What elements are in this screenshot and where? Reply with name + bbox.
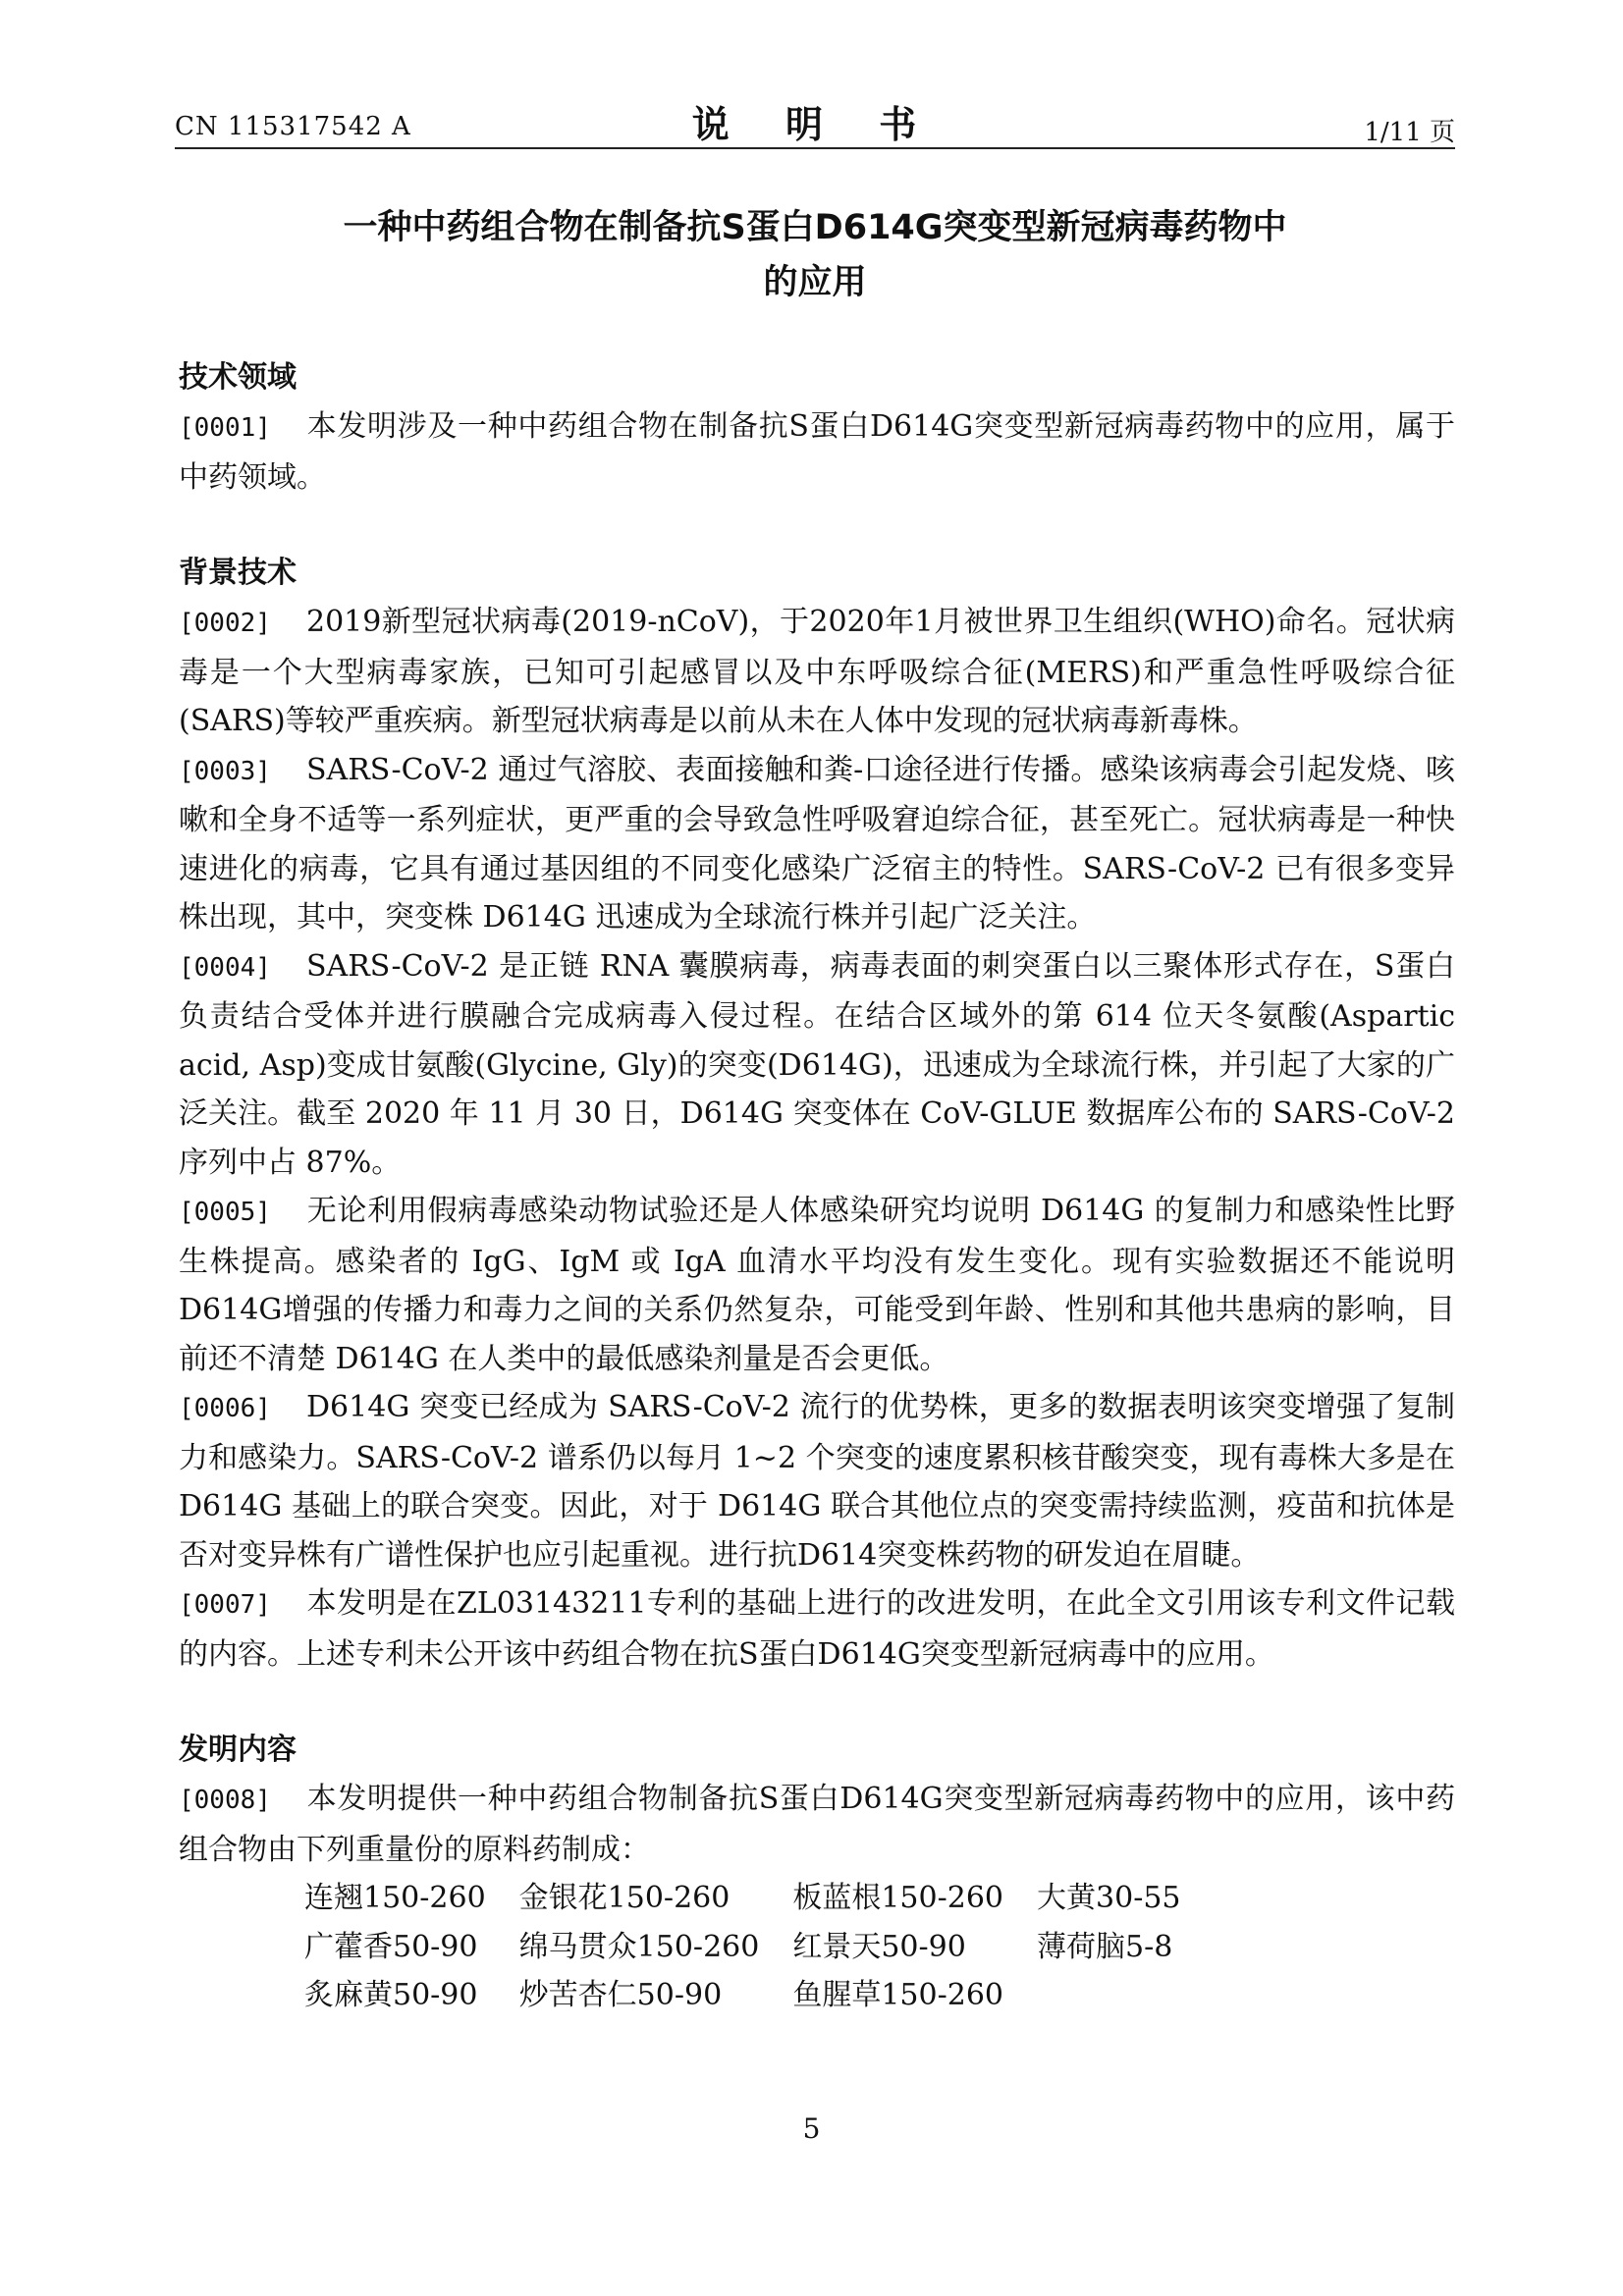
- ingredient-row: [304, 1971, 1215, 2020]
- paragraph-0008: [179, 1775, 1455, 1874]
- ingredient-row: [304, 1874, 1215, 1923]
- paragraph-0005: [179, 1187, 1455, 1383]
- paragraph-number: [0008]: [179, 1786, 271, 1815]
- paragraph-0001: [179, 402, 1455, 502]
- header-divider: [175, 147, 1455, 149]
- document-type: 说 明 书: [691, 103, 939, 146]
- title-line-2: 的应用: [763, 263, 867, 302]
- ingredient-cell: 炙麻黄50-90: [304, 1978, 478, 2012]
- paragraph-text: D614G 突变已经成为 SARS-CoV-2 流行的优势株，更多的数据表明该突变增强了复制力和感染力。SARS-CoV-2 谱系仍以每月 1~2 个突变的速度累积核苷酸突变，现有毒株大多是在D614G 基础上的联合突变。因此，对于 D614G 联合其他位点的突变需持续监测，疫苗和抗体是否对变异株有广谱性保护也应引起重视。进行抗D614突变株药物的研发迫在眉睫。: [179, 1390, 1455, 1573]
- patent-number: CN 115317542 A: [175, 112, 411, 141]
- ingredient-cell: 绵马贯众150-260: [518, 1929, 760, 1964]
- ingredient-table: [304, 1874, 1215, 2020]
- paragraph-0004: [179, 942, 1455, 1188]
- page-header: [175, 94, 1455, 153]
- paragraph-number: [0006]: [179, 1394, 271, 1423]
- paragraph-number: [0003]: [179, 756, 271, 786]
- paragraph-number: [0001]: [179, 413, 271, 443]
- paragraph-text: SARS-CoV-2 是正链 RNA 囊膜病毒，病毒表面的刺突蛋白以三聚体形式存在，S蛋白负责结合受体并进行膜融合完成病毒入侵过程。在结合区域外的第 614 位天冬氨酸(Aspartic acid, Asp)变成甘氨酸(Glycine, Gly)的突变(D614G)，迅速成为全球流行株，并引起了大家的广泛关注。截至 2020 年 11 月 30 日，D614G 突变体在 CoV-GLUE 数据库公布的 SARS-CoV-2 序列中占 87%。: [179, 948, 1455, 1180]
- paragraph-number: [0007]: [179, 1590, 271, 1620]
- ingredient-cell: 红景天50-90: [792, 1929, 966, 1964]
- paragraph-text: 本发明提供一种中药组合物制备抗S蛋白D614G突变型新冠病毒药物中的应用，该中药组合物由下列重量份的原料药制成：: [179, 1782, 1455, 1867]
- section-heading-tech-field: 技术领域: [179, 360, 297, 395]
- ingredient-cell: 鱼腥草150-260: [792, 1978, 1004, 2012]
- paragraph-text: 无论利用假病毒感染动物试验还是人体感染研究均说明 D614G 的复制力和感染性比野生株提高。感染者的 IgG、IgM 或 IgA 血清水平均没有发生变化。现有实验数据还不能说明 D614G增强的传播力和毒力之间的关系仍然复杂，可能受到年龄、性别和其他共患病的影响，目前还不清楚 D614G 在人类中的最低感染剂量是否会更低。: [179, 1194, 1455, 1376]
- ingredient-cell: 大黄30-55: [1037, 1881, 1181, 1915]
- paragraph-number: [0002]: [179, 609, 271, 638]
- paragraph-0007: [179, 1579, 1455, 1679]
- paragraph-text: SARS-CoV-2 通过气溶胶、表面接触和粪-口途径进行传播。感染该病毒会引起发烧、咳嗽和全身不适等一系列症状，更严重的会导致急性呼吸窘迫综合征，甚至死亡。冠状病毒是一种快速进化的病毒，它具有通过基因组的不同变化感染广泛宿主的特性。SARS-CoV-2 已有很多变异株出现，其中，突变株 D614G 迅速成为全球流行株并引起广泛关注。: [179, 752, 1455, 934]
- title-line-1: 一种中药组合物在制备抗S蛋白D614G突变型新冠病毒药物中: [343, 208, 1287, 247]
- paragraph-0002: [179, 598, 1455, 746]
- section-heading-background: 背景技术: [179, 556, 297, 590]
- ingredient-cell: 金银花150-260: [518, 1881, 730, 1915]
- document-title: [175, 200, 1455, 310]
- ingredient-cell: 薄荷脑5-8: [1037, 1929, 1173, 1964]
- paragraph-text: 本发明是在ZL03143211专利的基础上进行的改进发明，在此全文引用该专利文件记载的内容。上述专利未公开该中药组合物在抗S蛋白D614G突变型新冠病毒中的应用。: [179, 1586, 1455, 1672]
- section-spacer: [179, 502, 1455, 549]
- ingredient-cell: 板蓝根150-260: [792, 1881, 1004, 1915]
- section-heading-invention: 发明内容: [179, 1733, 297, 1767]
- ingredient-cell: 广藿香50-90: [304, 1929, 478, 1964]
- paragraph-text: 本发明涉及一种中药组合物在制备抗S蛋白D614G突变型新冠病毒药物中的应用，属于中药领域。: [179, 409, 1455, 495]
- section-spacer: [179, 1679, 1455, 1726]
- page-indicator: 1/11 页: [1364, 118, 1455, 147]
- ingredient-cell: [1037, 1971, 1214, 2020]
- paragraph-text: 2019新型冠状病毒(2019-nCoV)，于2020年1月被世界卫生组织(WHO)命名。冠状病毒是一个大型病毒家族，已知可引起感冒以及中东呼吸综合征(MERS)和严重急性呼吸综合征(SARS)等较严重疾病。新型冠状病毒是以前从未在人体中发现的冠状病毒新毒株。: [179, 605, 1455, 738]
- ingredient-cell: 连翘150-260: [304, 1881, 486, 1915]
- ingredient-cell: 炒苦杏仁50-90: [518, 1978, 723, 2012]
- document-body: [179, 353, 1455, 2020]
- ingredient-row: [304, 1923, 1215, 1972]
- paragraph-0006: [179, 1383, 1455, 1579]
- page-number: 5: [802, 2112, 821, 2145]
- paragraph-number: [0004]: [179, 952, 271, 983]
- paragraph-number: [0005]: [179, 1198, 271, 1227]
- paragraph-0003: [179, 746, 1455, 942]
